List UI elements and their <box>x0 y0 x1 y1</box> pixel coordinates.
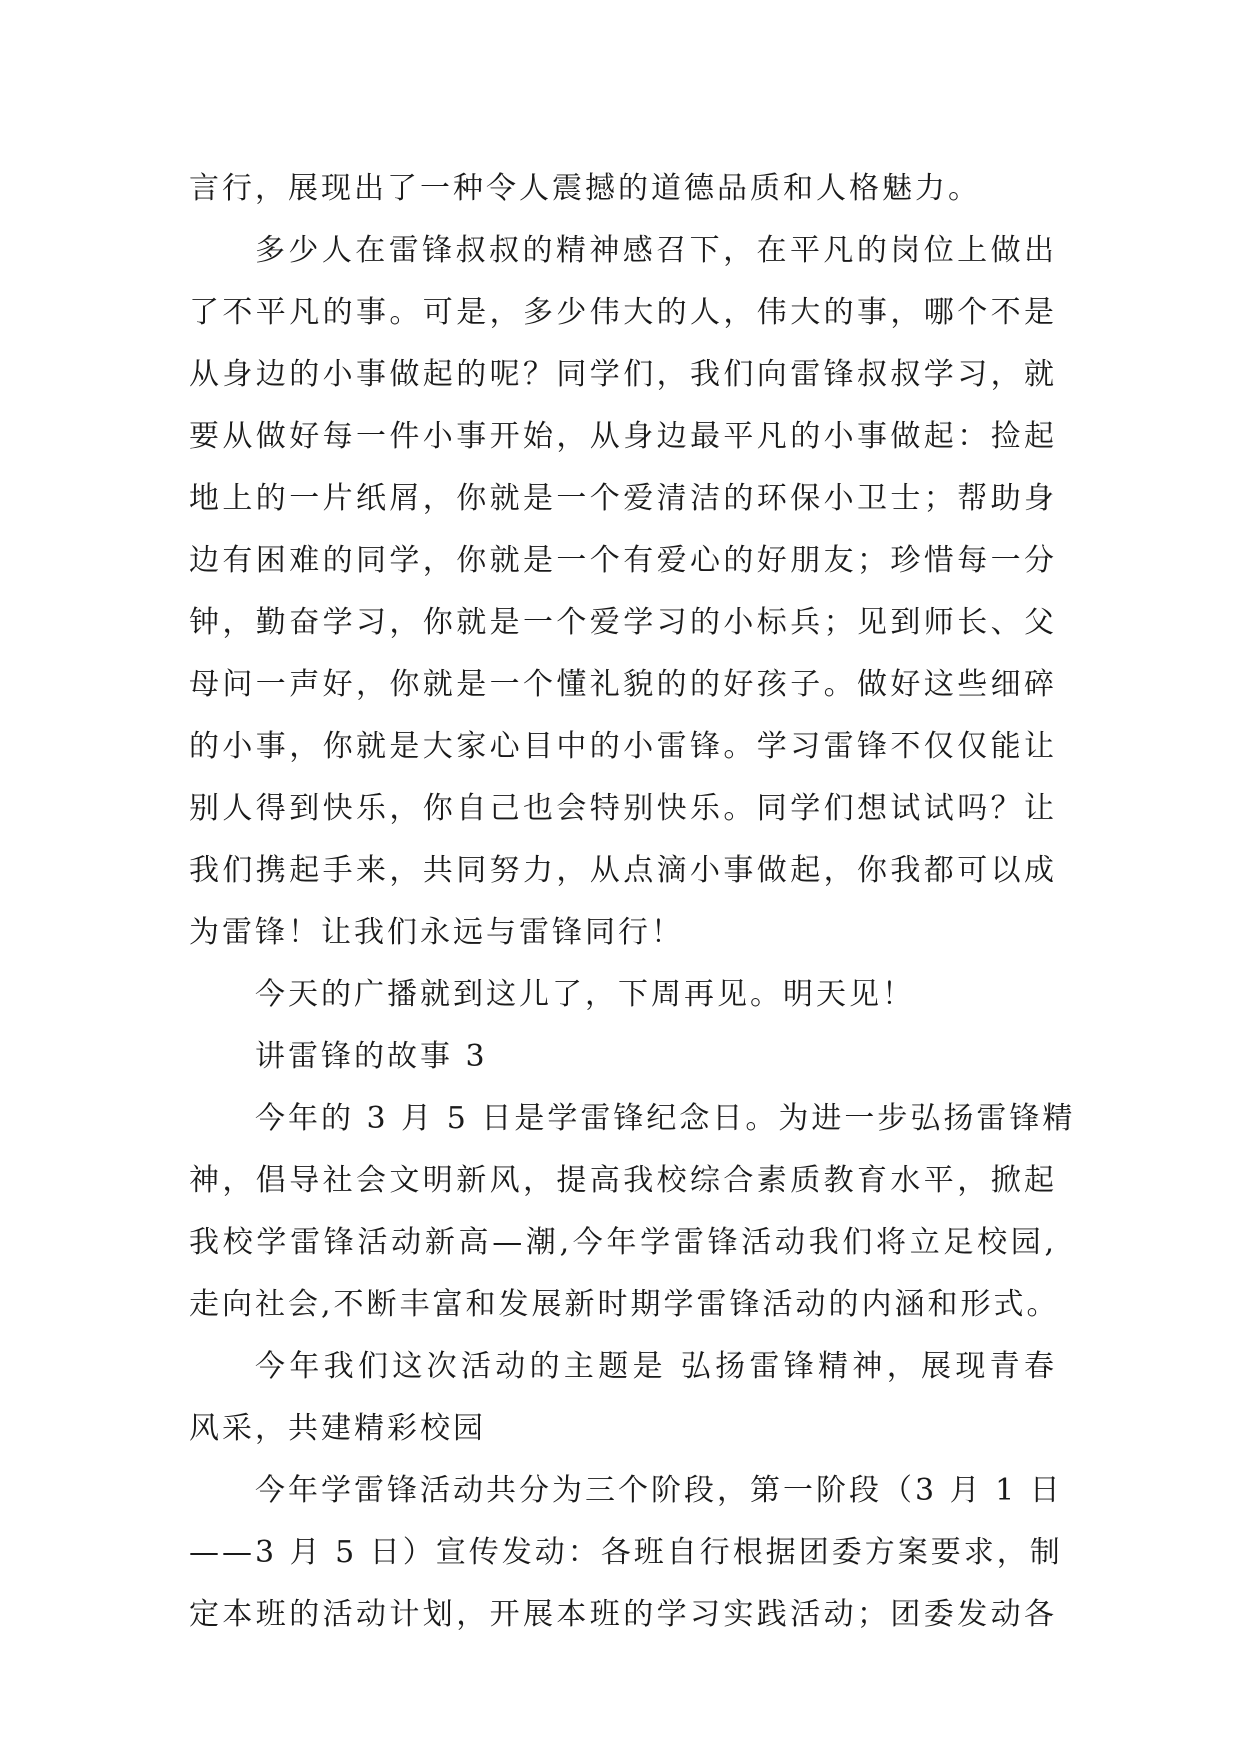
paragraph-line: 今天的广播就到这儿了，下周再见。明天见！ <box>255 977 915 1012</box>
paragraph-line: 的小事，你就是大家心目中的小雷锋。学习雷锋不仅仅能让 <box>189 729 1057 764</box>
paragraph-line: 神，倡导社会文明新风，提高我校综合素质教育水平，掀起 <box>189 1163 1057 1198</box>
section-heading: 讲雷锋的故事 3 <box>255 1039 488 1074</box>
paragraph-line: 要从做好每一件小事开始，从身边最平凡的小事做起：捡起 <box>189 419 1057 454</box>
paragraph-line: ——3 月 5 日）宣传发动：各班自行根据团委方案要求，制 <box>189 1535 1063 1570</box>
paragraph-line: 多少人在雷锋叔叔的精神感召下，在平凡的岗位上做出 <box>255 233 1057 268</box>
paragraph-line: 今年我们这次活动的主题是 弘扬雷锋精神，展现青春 <box>255 1349 1057 1384</box>
paragraph-line: 为雷锋！让我们永远与雷锋同行！ <box>189 915 684 950</box>
paragraph-line: 了不平凡的事。可是，多少伟大的人，伟大的事，哪个不是 <box>189 295 1057 330</box>
paragraph-line: 风采，共建精彩校园 <box>189 1411 486 1446</box>
paragraph-line: 今年学雷锋活动共分为三个阶段，第一阶段（3 月 1 日 <box>255 1473 1063 1508</box>
paragraph-line: 别人得到快乐，你自己也会特别快乐。同学们想试试吗？让 <box>189 791 1057 826</box>
paragraph-line: 我校学雷锋活动新高—潮,今年学雷锋活动我们将立足校园, <box>189 1225 1057 1260</box>
paragraph-line: 走向社会,不断丰富和发展新时期学雷锋活动的内涵和形式。 <box>189 1287 1060 1322</box>
paragraph-line: 我们携起手来，共同努力，从点滴小事做起，你我都可以成 <box>189 853 1057 888</box>
paragraph-line: 从身边的小事做起的呢？同学们，我们向雷锋叔叔学习，就 <box>189 357 1057 392</box>
paragraph-line: 母问一声好，你就是一个懂礼貌的的好孩子。做好这些细碎 <box>189 667 1057 702</box>
paragraph-line: 今年的 3 月 5 日是学雷锋纪念日。为进一步弘扬雷锋精 <box>255 1101 1076 1136</box>
paragraph-line: 定本班的活动计划，开展本班的学习实践活动；团委发动各 <box>189 1597 1057 1632</box>
paragraph-line: 地上的一片纸屑，你就是一个爱清洁的环保小卫士；帮助身 <box>189 481 1057 516</box>
document-body <box>189 158 1076 1646</box>
paragraph-line: 边有困难的同学，你就是一个有爱心的好朋友；珍惜每一分 <box>189 543 1057 578</box>
paragraph-line: 言行，展现出了一种令人震撼的道德品质和人格魅力。 <box>189 171 981 206</box>
paragraph-line: 钟，勤奋学习，你就是一个爱学习的小标兵；见到师长、父 <box>189 605 1057 640</box>
